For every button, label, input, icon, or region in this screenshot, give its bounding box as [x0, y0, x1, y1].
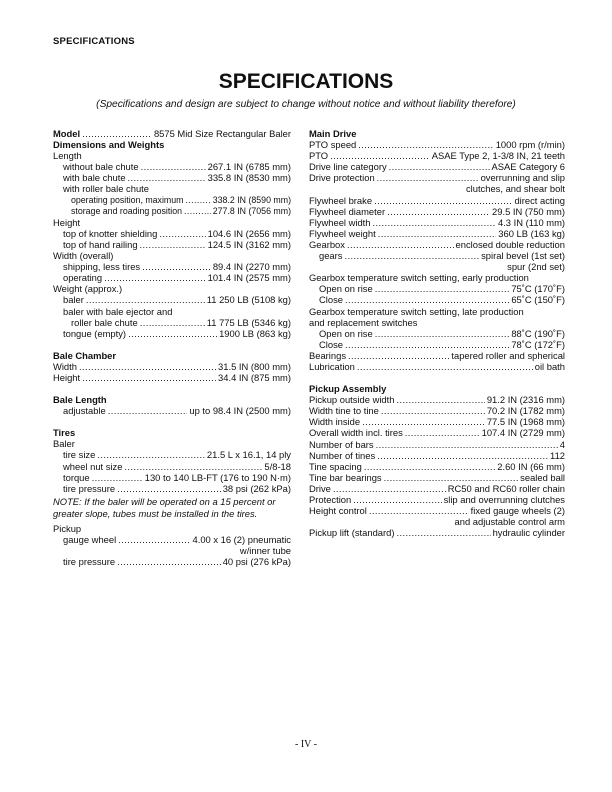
dot-leader	[117, 556, 221, 567]
spec-note: NOTE: If the baler will be operated on a 15 percent or greater slope, tubes must be installed in the tires.	[53, 495, 276, 519]
dot-leader	[82, 128, 152, 139]
spec-label: Overall width incl. tires	[309, 427, 403, 439]
dot-leader	[376, 439, 558, 450]
spec-row	[53, 405, 291, 416]
spec-label: Tine spacing	[309, 460, 362, 472]
spec-row	[309, 217, 565, 228]
page-number: - IV -	[294, 739, 318, 750]
spec-value: up to 98.4 IN (2500 mm)	[189, 405, 291, 417]
page-subtitle: (Specifications and design are subject to change without notice and without liability therefore)	[96, 99, 516, 110]
page-title: SPECIFICATIONS	[218, 70, 394, 93]
dot-leader	[377, 172, 479, 183]
spec-value: 267.1 IN (6785 mm)	[207, 161, 291, 173]
spec-value: 91.2 IN (2316 mm)	[486, 394, 565, 406]
spec-label: tire pressure	[63, 482, 116, 494]
dot-leader	[377, 450, 548, 461]
dot-leader	[375, 328, 510, 339]
spec-row	[309, 450, 565, 461]
spec-label: top of hand railing	[63, 238, 138, 250]
spec-row	[309, 139, 565, 150]
spec-value: 277.8 IN (7056 mm)	[212, 205, 291, 216]
spec-group-label: Gearbox temperature switch setting, early production	[309, 272, 529, 284]
spec-label: Number of bars	[309, 438, 374, 450]
spec-label: Lubrication	[309, 360, 355, 372]
spec-label: wheel nut size	[63, 460, 123, 472]
spec-group-label: baler with bale ejector and	[63, 305, 173, 317]
spacer	[309, 372, 565, 383]
spec-value: tapered roller and spherical	[451, 349, 565, 361]
spec-label: Width tine to tine	[309, 405, 379, 417]
spec-row	[53, 556, 291, 567]
spec-label: Flywheel width	[309, 216, 371, 228]
spec-label: Open on rise	[319, 327, 373, 339]
spec-label: operating	[63, 272, 103, 284]
spec-row	[309, 328, 565, 339]
spec-row	[53, 449, 291, 460]
spec-group-label: Weight (approx.)	[53, 283, 123, 295]
spec-group-label: Baler	[53, 438, 75, 450]
left-spec-column	[53, 128, 291, 567]
spec-value: 40 psi (276 kPa)	[222, 556, 291, 568]
spec-row	[309, 294, 565, 305]
spec-value: 29.5 IN (750 mm)	[492, 205, 565, 217]
dot-leader	[384, 472, 519, 483]
spec-label: shipping, less tires	[63, 261, 141, 273]
spec-value: 4.00 x 16 (2) pneumatic	[192, 533, 291, 545]
spec-value: hydraulic cylinder	[492, 527, 565, 539]
spec-label: baler	[63, 294, 84, 306]
spec-row	[53, 239, 291, 250]
spec-value: 8575 Mid Size Rectangular Baler	[153, 128, 291, 139]
dot-leader	[118, 534, 190, 545]
dot-leader	[353, 494, 441, 505]
spec-group-label: Gearbox temperature switch setting, late production	[309, 305, 524, 317]
spec-value: ASAE Category 6	[491, 161, 565, 173]
spec-value: 124.5 IN (3162 mm)	[207, 238, 291, 250]
spec-row	[53, 195, 291, 206]
spec-label: Pickup lift (standard)	[309, 527, 395, 539]
spec-row	[53, 328, 291, 339]
spec-row	[309, 250, 565, 261]
spec-row	[53, 228, 291, 239]
spec-label: Drive	[309, 482, 331, 494]
spec-group-label: Length	[53, 150, 82, 162]
spec-value: ASAE Type 2, 1-3/8 IN, 21 teeth	[431, 150, 565, 162]
dot-leader	[372, 217, 495, 228]
spec-label: tire size	[63, 449, 96, 461]
spec-row	[309, 195, 565, 206]
section-heading: Main Drive	[309, 128, 357, 139]
spec-row	[309, 405, 565, 416]
spec-label: Height	[53, 371, 81, 383]
spec-group-label: Width (overall)	[53, 250, 114, 262]
spec-value: 130 to 140 LB-FT (176 to 190 N·m)	[144, 471, 291, 483]
spec-value: 107.4 IN (2729 mm)	[481, 427, 565, 439]
spec-row	[309, 339, 565, 350]
spec-row	[53, 483, 291, 494]
dot-leader	[381, 405, 485, 416]
spec-value: 11 250 LB (5108 kg)	[206, 294, 291, 306]
dot-leader	[79, 361, 216, 372]
spec-row	[309, 283, 565, 294]
spec-value: 5/8-18	[264, 460, 291, 472]
dot-leader	[357, 361, 533, 372]
spec-row	[309, 439, 565, 450]
spec-label: storage and roading position	[71, 205, 183, 216]
section-heading: Pickup Assembly	[309, 383, 387, 395]
dot-leader	[92, 472, 143, 483]
spec-row	[309, 394, 565, 405]
spec-label: Close	[319, 338, 343, 350]
spec-value: oil bath	[534, 360, 565, 372]
spec-value: 338.2 IN (8590 mm)	[212, 194, 291, 205]
spec-label: Open on rise	[319, 283, 373, 295]
spec-row	[309, 461, 565, 472]
spec-row	[309, 206, 565, 217]
spec-label: tongue (empty)	[63, 327, 127, 339]
dot-leader	[348, 350, 449, 361]
spec-label: Flywheel diameter	[309, 205, 386, 217]
spec-value: 75˚C (170˚F)	[511, 283, 565, 295]
spec-row	[53, 294, 291, 305]
spec-row	[309, 161, 565, 172]
spec-label: Drive line category	[309, 161, 387, 173]
spec-row	[309, 472, 565, 483]
dot-leader	[396, 394, 484, 405]
section-heading: Bale Chamber	[53, 349, 117, 361]
dot-leader	[97, 449, 205, 460]
spec-label: top of knotter shielding	[63, 227, 158, 239]
spec-value: 21.5 L x 16.1, 14 ply	[206, 449, 291, 461]
spec-value: 104.6 IN (2656 mm)	[207, 227, 291, 239]
dot-leader	[117, 483, 221, 494]
spec-value-continuation: w/inner tube	[239, 545, 291, 556]
spec-value: enclosed double reduction	[455, 238, 565, 250]
dot-leader	[86, 294, 205, 305]
spec-row	[309, 416, 565, 427]
spec-label: Drive protection	[309, 172, 375, 184]
spec-value: 2.60 IN (66 mm)	[497, 460, 565, 472]
dot-leader	[378, 228, 497, 239]
dot-leader	[128, 328, 217, 339]
spec-value: 1000 rpm (r/min)	[495, 139, 565, 151]
spec-value: 89.4 IN (2270 mm)	[212, 261, 291, 273]
dot-leader	[82, 372, 216, 383]
spec-label: Height control	[309, 505, 367, 517]
dot-leader	[389, 161, 490, 172]
spec-row	[53, 172, 291, 183]
spec-value: RC50 and RC60 roller chain	[447, 482, 565, 494]
spec-value-continuation: clutches, and shear bolt	[465, 183, 565, 195]
spec-row	[309, 172, 565, 183]
right-spec-column	[309, 128, 565, 538]
spec-label: Width inside	[309, 416, 361, 428]
spec-value: 4	[559, 438, 565, 450]
dot-leader	[159, 228, 205, 239]
spec-row	[309, 505, 565, 516]
spec-group-label: Height	[53, 216, 81, 228]
dot-leader	[104, 272, 206, 283]
dot-leader	[330, 150, 430, 161]
dot-leader	[333, 483, 446, 494]
spec-group-label: Pickup	[53, 522, 82, 534]
spec-row	[309, 527, 565, 538]
spec-value-continuation: and adjustable control arm	[454, 516, 565, 528]
dot-leader	[369, 505, 469, 516]
dot-leader	[185, 195, 210, 206]
dot-leader	[405, 427, 480, 438]
spec-label: Number of tines	[309, 449, 376, 461]
dot-leader	[128, 172, 206, 183]
dot-leader	[184, 206, 211, 217]
spec-label: Model	[53, 128, 81, 139]
dot-leader	[362, 416, 485, 427]
spec-row	[309, 361, 565, 372]
spec-label: Flywheel brake	[309, 194, 373, 206]
spec-label: tire pressure	[63, 556, 116, 568]
dot-leader	[345, 339, 509, 350]
dot-leader	[364, 461, 495, 472]
spec-label: PTO	[309, 150, 329, 162]
running-header: SPECIFICATIONS	[53, 36, 135, 47]
dot-leader	[124, 461, 262, 472]
spec-label: Bearings	[309, 349, 347, 361]
dot-leader	[387, 206, 490, 217]
dot-leader	[358, 139, 493, 150]
dot-leader	[141, 161, 206, 172]
dot-leader	[108, 405, 188, 416]
spec-row	[53, 461, 291, 472]
spec-row	[53, 472, 291, 483]
spec-row	[53, 206, 291, 217]
spec-value: 38 psi (262 kPa)	[222, 482, 291, 494]
spec-row	[53, 128, 291, 139]
spacer	[53, 339, 291, 350]
dot-leader	[345, 294, 509, 305]
spec-label: roller bale chute	[71, 316, 138, 328]
spacer	[53, 416, 291, 427]
section-heading: Tires	[53, 427, 76, 439]
spec-group-label: with roller bale chute	[63, 183, 149, 195]
spec-value: 1900 LB (863 kg)	[219, 327, 291, 339]
spec-label: adjustable	[63, 405, 106, 417]
spec-value: 4.3 IN (110 mm)	[497, 216, 565, 228]
spec-label: with bale chute	[63, 172, 126, 184]
spec-value: 34.4 IN (875 mm)	[218, 371, 291, 383]
spec-row	[53, 161, 291, 172]
spec-value: 101.4 IN (2575 mm)	[207, 272, 291, 284]
spec-value-continuation: spur (2nd set)	[507, 261, 565, 273]
spec-label: Pickup outside width	[309, 394, 395, 406]
dot-leader	[140, 317, 205, 328]
dot-leader	[396, 527, 490, 538]
spec-row	[309, 483, 565, 494]
spec-value: spiral bevel (1st set)	[481, 250, 565, 262]
spec-label: PTO speed	[309, 139, 357, 151]
spec-row	[53, 372, 291, 383]
spec-row	[53, 534, 291, 545]
section-heading: Bale Length	[53, 394, 107, 406]
spec-label: gauge wheel	[63, 533, 117, 545]
spec-row	[309, 350, 565, 361]
dot-leader	[374, 195, 512, 206]
spec-value: 78˚C (172˚F)	[511, 338, 565, 350]
spec-label: without bale chute	[63, 161, 139, 173]
spec-label: gears	[319, 250, 343, 262]
spec-value: 335.8 IN (8530 mm)	[207, 172, 291, 184]
spec-value: 65˚C (150˚F)	[511, 294, 565, 306]
spec-label: Tine bar bearings	[309, 471, 382, 483]
spec-label: Protection	[309, 494, 352, 505]
spec-value: 11 775 LB (5346 kg)	[206, 316, 291, 328]
spec-value: fixed gauge wheels (2)	[470, 505, 565, 517]
spec-row	[309, 150, 565, 161]
spec-label: Flywheel weight	[309, 227, 376, 239]
spec-row	[53, 261, 291, 272]
spec-value: 70.2 IN (1782 mm)	[486, 405, 565, 417]
spec-value: 360 LB (163 kg)	[498, 227, 565, 239]
dot-leader	[142, 261, 211, 272]
spec-row	[53, 361, 291, 372]
spec-value: 31.5 IN (800 mm)	[218, 360, 291, 372]
section-heading: Dimensions and Weights	[53, 139, 165, 151]
spec-value: 88˚C (190˚F)	[511, 327, 565, 339]
spec-group-label: and replacement switches	[309, 316, 418, 328]
spec-value: sealed ball	[520, 471, 565, 483]
dot-leader	[347, 239, 454, 250]
spec-row	[309, 228, 565, 239]
spec-label: torque	[63, 471, 90, 483]
spec-label: operating position, maximum	[71, 194, 184, 205]
spec-row	[53, 317, 291, 328]
spec-row	[53, 272, 291, 283]
spec-value: 77.5 IN (1968 mm)	[486, 416, 565, 428]
dot-leader	[140, 239, 206, 250]
spec-label: Close	[319, 294, 343, 306]
spec-value: direct acting	[514, 194, 565, 206]
spec-label: Width	[53, 360, 77, 372]
spec-row	[309, 427, 565, 438]
spec-value: slip and overrunning clutches	[443, 494, 565, 505]
dot-leader	[375, 283, 510, 294]
spacer	[53, 383, 291, 394]
dot-leader	[344, 250, 479, 261]
spec-value: overrunning and slip	[480, 172, 565, 184]
spec-row	[309, 494, 565, 505]
spec-value: 112	[550, 449, 565, 461]
spec-label: Gearbox	[309, 238, 345, 250]
spec-row	[309, 239, 565, 250]
